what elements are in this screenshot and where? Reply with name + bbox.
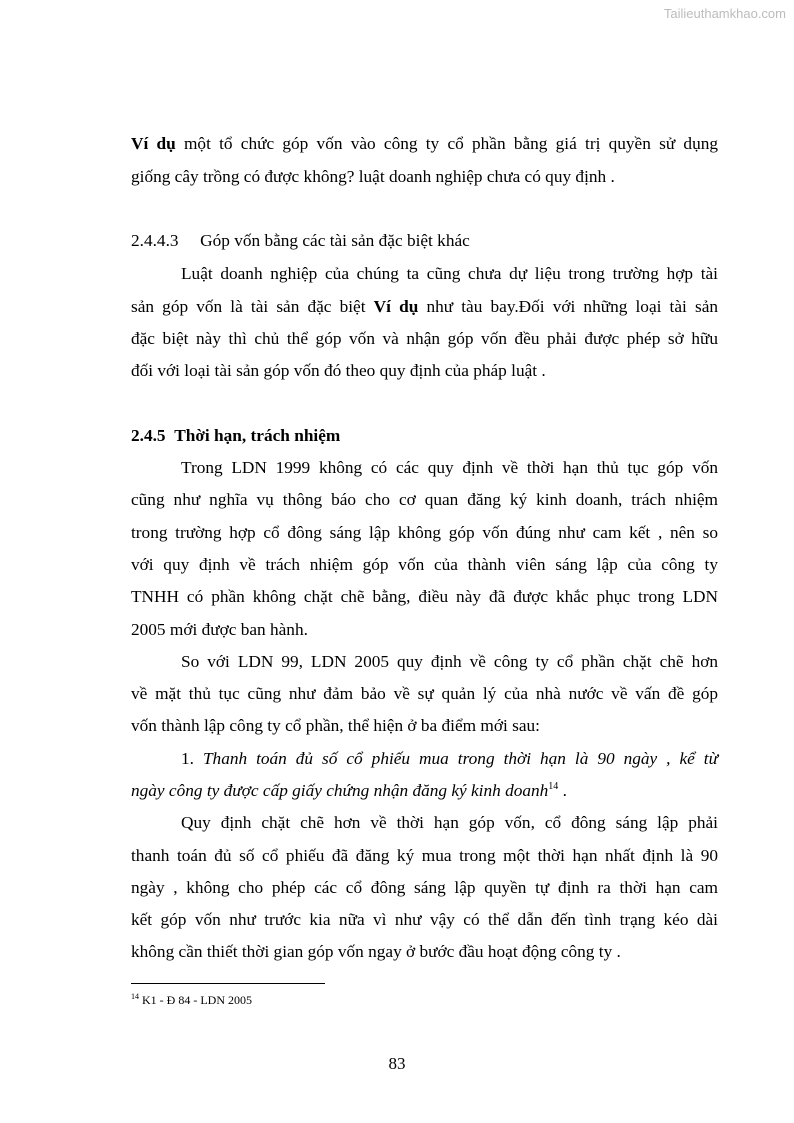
text-line bbox=[131, 781, 718, 801]
text-line bbox=[131, 361, 718, 381]
text-segment: một tổ chức góp vốn vào công ty cổ phần bằng giá trị quyền sử dụng bbox=[175, 134, 718, 153]
text-segment: Ví dụ bbox=[373, 297, 419, 316]
footnote-text: K1 - Đ 84 - LDN 2005 bbox=[139, 993, 252, 1007]
page-number: 83 bbox=[388, 1054, 406, 1073]
text-segment: cũng như nghĩa vụ thông báo cho cơ quan đăng ký kinh doanh, trách nhiệm bbox=[131, 490, 718, 509]
text-segment: Ví dụ bbox=[131, 134, 176, 153]
text-line bbox=[131, 716, 718, 736]
text-line bbox=[131, 329, 718, 349]
text-segment: đặc biệt này thì chủ thể góp vốn và nhận góp vốn đều phải được phép sở hữu bbox=[131, 329, 718, 348]
text-line bbox=[131, 749, 718, 769]
text-segment: Trong LDN 1999 không có các quy định về thời hạn thủ tục góp vốn bbox=[181, 458, 718, 477]
text-segment: ngày , không cho phép các cổ đông sáng lập quyền tự định ra thời hạn cam bbox=[131, 878, 718, 897]
text-line bbox=[131, 426, 718, 446]
text-line bbox=[131, 878, 718, 898]
text-segment: trong trường hợp cổ đông sáng lập không góp vốn đúng như cam kết , nên so bbox=[131, 523, 718, 542]
text-segment: ngày công ty được cấp giấy chứng nhận đăng ký kinh doanh bbox=[131, 781, 549, 800]
text-segment: giống cây trồng có được không? luật doanh nghiệp chưa có quy định . bbox=[131, 167, 615, 186]
text-segment: không cần thiết thời gian góp vốn ngay ở bước đầu hoạt động công ty . bbox=[131, 942, 621, 961]
text-line bbox=[131, 490, 718, 510]
text-segment: TNHH có phần không chặt chẽ bằng, điều này đã được khắc phục trong LDN bbox=[131, 587, 718, 606]
text-line bbox=[131, 684, 718, 704]
text-segment: 1. bbox=[181, 749, 203, 768]
text-segment: như tàu bay.Đối với những loại tài sản bbox=[418, 297, 719, 316]
text-line bbox=[131, 620, 718, 640]
text-segment: đối với loại tài sản góp vốn đó theo quy định của pháp luật . bbox=[131, 361, 546, 380]
text-segment: với quy định về trách nhiệm góp vốn của thành viên sáng lập của công ty bbox=[131, 555, 718, 574]
text-line bbox=[131, 942, 718, 962]
text-segment: vốn thành lập công ty cổ phần, thể hiện ở ba điểm mới sau: bbox=[131, 716, 540, 735]
text-segment: về mặt thủ tục cũng như đảm bảo về sự quản lý của nhà nước về vấn đề góp bbox=[131, 684, 718, 703]
text-segment: 2005 mới được ban hành. bbox=[131, 620, 308, 639]
text-segment: kết góp vốn như trước kia nữa vì như vậy có thể dẫn đến tình trạng kéo dài bbox=[131, 910, 718, 929]
text-line bbox=[131, 910, 718, 930]
text-segment: . bbox=[558, 781, 567, 800]
text-line bbox=[131, 813, 718, 833]
text-line bbox=[131, 587, 718, 607]
footnote-reference: 14 bbox=[548, 781, 559, 793]
text-line bbox=[131, 231, 718, 251]
text-segment: 2.4.5 Thời hạn, trách nhiệm bbox=[131, 426, 341, 445]
text-line bbox=[131, 134, 718, 154]
footnote-divider bbox=[131, 983, 325, 984]
text-line bbox=[131, 264, 718, 284]
text-segment: Quy định chặt chẽ hơn về thời hạn góp vốn, cổ đông sáng lập phải bbox=[181, 813, 718, 832]
footnote bbox=[131, 993, 252, 1008]
text-line bbox=[131, 297, 718, 317]
watermark: Tailieuthamkhao.com bbox=[663, 6, 786, 21]
text-segment: 2.4.4.3 Góp vốn bằng các tài sản đặc biệt khác bbox=[131, 231, 470, 250]
text-segment: Luật doanh nghiệp của chúng ta cũng chưa dự liệu trong trường hợp tài bbox=[181, 264, 718, 283]
text-segment: sản góp vốn là tài sản đặc biệt bbox=[131, 297, 374, 316]
text-segment: Thanh toán đủ số cổ phiếu mua trong thời hạn là 90 ngày , kể từ bbox=[202, 749, 718, 768]
text-segment: So với LDN 99, LDN 2005 quy định về công ty cổ phần chặt chẽ hơn bbox=[181, 652, 718, 671]
text-line bbox=[131, 846, 718, 866]
text-line bbox=[131, 167, 718, 187]
text-line bbox=[131, 523, 718, 543]
footnote-marker: 14 bbox=[131, 992, 139, 1001]
text-line bbox=[131, 555, 718, 575]
text-line bbox=[131, 652, 718, 672]
text-line bbox=[131, 458, 718, 478]
text-segment: thanh toán đủ số cổ phiếu đã đăng ký mua trong một thời hạn nhất định là 90 bbox=[131, 846, 718, 865]
